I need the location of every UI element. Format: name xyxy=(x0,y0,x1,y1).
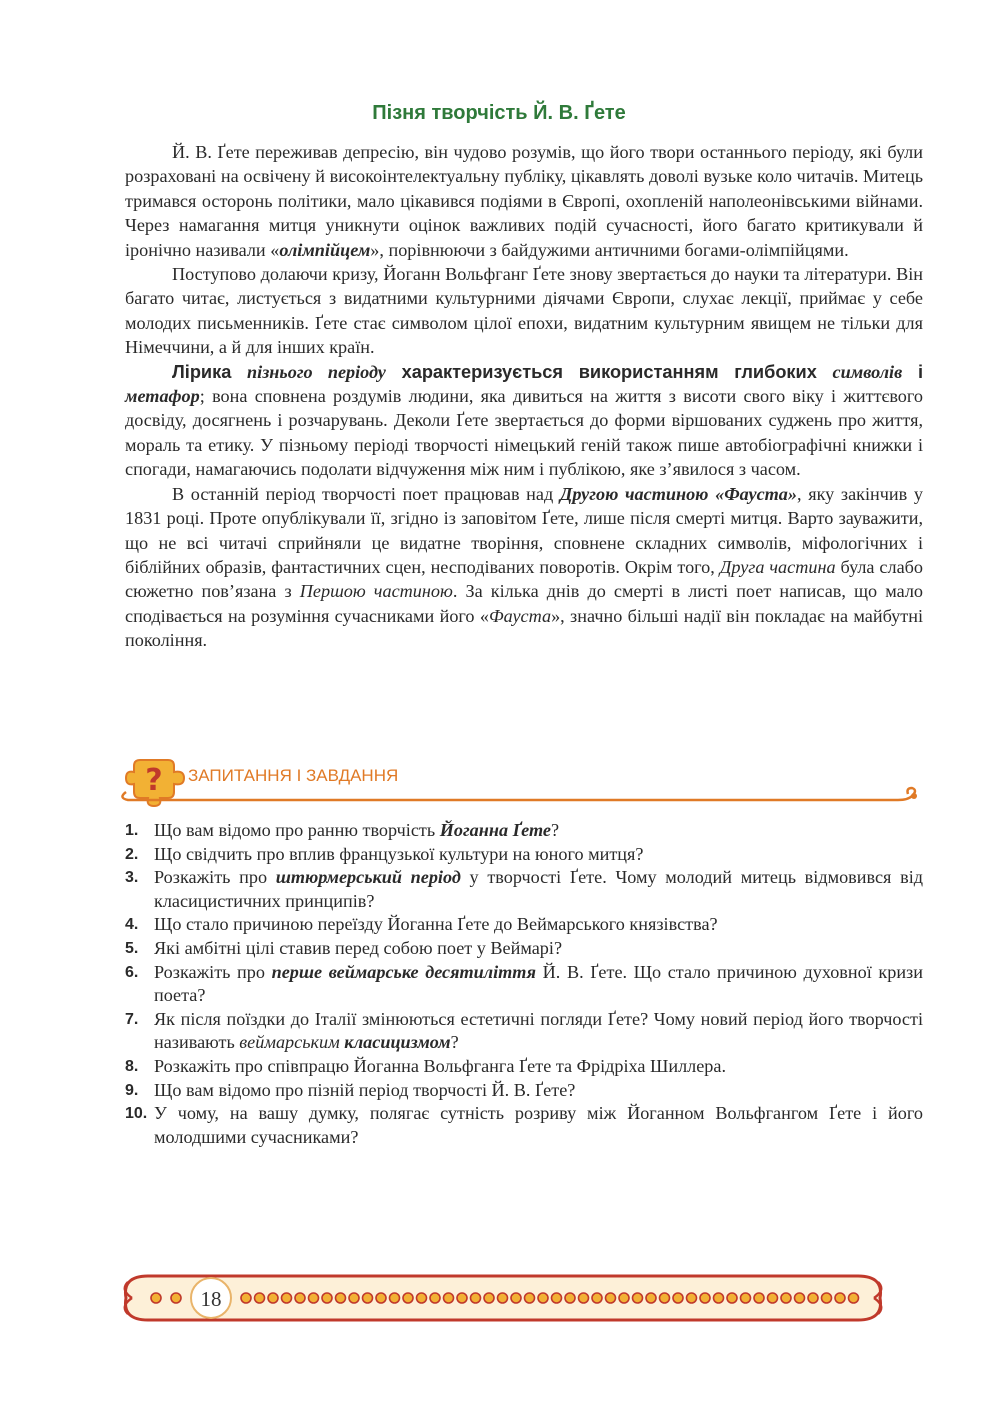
question-number: 8. xyxy=(125,1057,139,1075)
ornament-dot xyxy=(151,1293,161,1303)
question-item xyxy=(125,937,923,961)
ornament-dot xyxy=(795,1293,805,1303)
ornament-dot xyxy=(309,1293,319,1303)
question-item xyxy=(125,866,923,913)
question-text: Що свідчить про вплив французької культури на юного митця? xyxy=(154,843,644,864)
question-item xyxy=(125,1102,923,1149)
paragraph-1 xyxy=(125,140,923,262)
ornament-dot xyxy=(511,1293,521,1303)
ornament-dot xyxy=(552,1293,562,1303)
question-text-end: Й. В. Ґете. Що стало причиною духовної кризи поета? xyxy=(154,961,923,1006)
question-item xyxy=(125,1008,923,1055)
ornament-dot xyxy=(457,1293,467,1303)
ornament-dot xyxy=(849,1293,859,1303)
ornament-dot xyxy=(768,1293,778,1303)
ornament-dot xyxy=(579,1293,589,1303)
ornament-dot xyxy=(835,1293,845,1303)
ornament-dot xyxy=(822,1293,832,1303)
para3-term-symbols: символів xyxy=(832,361,903,382)
question-text: Розкажіть про xyxy=(154,961,272,982)
para4-text-4: . За кілька днів до смерті в листі поет написав, що мало сподівається на розуміння сучасниками його « xyxy=(125,581,923,626)
para3-lead: Лірика xyxy=(172,361,248,382)
ornament-dot xyxy=(390,1293,400,1303)
question-number: 1. xyxy=(125,822,139,839)
question-number: 9. xyxy=(125,1081,139,1099)
para4-ital-3: Фауста xyxy=(488,605,552,626)
section-title: Пізня творчість Й. В. Ґете xyxy=(372,102,626,124)
ornament-dot xyxy=(471,1293,481,1303)
question-number: 10. xyxy=(125,1105,148,1123)
svg-text:?: ? xyxy=(145,763,163,798)
ornament-dot xyxy=(619,1293,629,1303)
ornament-dot xyxy=(754,1293,764,1303)
question-item xyxy=(125,961,923,1008)
question-number: 3. xyxy=(125,869,139,887)
para3-term-metaphors: метафор xyxy=(125,386,200,407)
main-text xyxy=(125,140,923,653)
ornament-dot xyxy=(444,1293,454,1303)
ornament-dot xyxy=(633,1293,643,1303)
para3-conj: і xyxy=(902,361,923,382)
questions-header-title: ЗАПИТАННЯ І ЗАВДАННЯ xyxy=(188,766,399,785)
ornament-dot xyxy=(781,1293,791,1303)
question-text-end: ? xyxy=(550,820,560,840)
question-text: Що стало причиною переїзду Йоганна Ґете до Веймарського князівства? xyxy=(154,914,718,935)
ornament-dot xyxy=(430,1293,440,1303)
question-item xyxy=(125,843,923,867)
paragraph-4 xyxy=(125,482,923,653)
ornament-dot xyxy=(660,1293,670,1303)
ornament-dot xyxy=(241,1293,251,1303)
question-item xyxy=(125,1055,923,1079)
question-item xyxy=(125,1079,923,1103)
ornament-dot xyxy=(255,1293,265,1303)
paragraph-3 xyxy=(125,360,923,482)
question-term: Йоганна Ґете xyxy=(439,820,551,840)
paragraph-2: Поступово долаючи кризу, Йоганн Вольфганг Ґете знову звертається до науки та літератури. Він багато читає, листується з видатними культурними діячами Європи, слухає лекції, приймає у себе молодих письменників. Ґете стає символом цілої епохи, видатним культурним явищем не тільки для Німеччини, а й для інших країн. xyxy=(125,264,923,358)
para4-text-2: , яку закінчив у 1831 році. Проте опублікували її, згідно із заповітом Ґете, лише після смерті митця. Варто зауважити, що не всі читачі сприйняли це видатне творіння, сповнене складних символів, міфологічних і біблійних образів, фантастичних сцен, несподіваних поворотів. Окрім того, xyxy=(125,483,924,577)
para4-ital-2: Першою частиною xyxy=(299,581,453,602)
question-text: Що вам відомо про ранню творчість xyxy=(154,820,440,840)
ornament-dot xyxy=(282,1293,292,1303)
page-number: 18 xyxy=(200,1287,222,1311)
para1-text-end: », порівнюючи з байдужими античними богами-олімпійцями. xyxy=(370,239,849,260)
question-term: перше веймарське десятиліття xyxy=(271,961,537,982)
ornament-dot xyxy=(714,1293,724,1303)
ornament-dot xyxy=(498,1293,508,1303)
para4-ital-1: Друга частина xyxy=(719,556,836,577)
ornament-dot xyxy=(673,1293,683,1303)
ornament-dot xyxy=(171,1293,181,1303)
para1-term: олімпійцем xyxy=(279,239,371,260)
question-number: 4. xyxy=(125,916,139,934)
ornament-dot xyxy=(336,1293,346,1303)
question-number: 2. xyxy=(125,845,139,863)
ornament-dot xyxy=(700,1293,710,1303)
ornament-dot xyxy=(403,1293,413,1303)
ornament-dot xyxy=(322,1293,332,1303)
ornament-dot xyxy=(808,1293,818,1303)
ornament-dot xyxy=(349,1293,359,1303)
question-number: 6. xyxy=(125,963,139,981)
para3-text: ; вона сповнена роздумів людини, яка дивиться на життя з висоти свого віку і життєвого досвіду, досягнень і розчарувань. Деколи Ґете звертається до форми віршованих суджень про життя, мораль та етику. У пізньому періоді творчості німецький геній також пише автобіографічні книжки і спогади, намагаючись подолати відчуження між ним і публікою, яке з’явилося з часом. xyxy=(125,386,923,480)
para3-bold-text: характеризується використанням глибоких xyxy=(385,361,833,382)
question-text-end: у творчості Ґете. Чому молодий митець відмовився від класицистичних принципів? xyxy=(154,867,924,911)
para3-term-period: пізнього періоду xyxy=(247,361,386,382)
question-text-end: ? xyxy=(450,1032,459,1053)
ornament-dot xyxy=(268,1293,278,1303)
ornament-dot xyxy=(525,1293,535,1303)
question-term-italic: веймарським xyxy=(239,1032,340,1053)
ornament-dot xyxy=(741,1293,751,1303)
ornament-dot xyxy=(592,1293,602,1303)
para1-text: Й. В. Ґете переживав депресію, він чудово розумів, що його твори останнього періоду, які були розраховані на освічену й високоінтелектуальну публіку, цікавлять доволі вузьке коло читачів. Митець тримався осторонь політики, мало цікавився подіями в Європі, охопленій наполеонівськими війнами. Через намагання митця уникнути оцінок важливих подій сучасності, його багато критикували й іронічно називали « xyxy=(125,142,923,260)
question-text: Розкажіть про співпрацю Йоганна Вольфганга Ґете та Фрідріха Шиллера. xyxy=(154,1055,727,1076)
question-number: 7. xyxy=(125,1010,139,1028)
question-text: Які амбітні цілі ставив перед собою поет у Веймарі? xyxy=(154,937,563,958)
question-text: Розкажіть про xyxy=(154,867,276,888)
question-term: класицизмом xyxy=(344,1032,451,1053)
ornament-dot xyxy=(646,1293,656,1303)
para4-term-faust2: Другою частиною «Фауста» xyxy=(559,483,797,504)
question-number: 5. xyxy=(125,939,139,957)
question-item xyxy=(125,819,923,843)
ornament-dot xyxy=(376,1293,386,1303)
question-item xyxy=(125,913,923,937)
ornament-dot xyxy=(417,1293,427,1303)
questions-list xyxy=(125,819,923,1149)
ornament-dot xyxy=(687,1293,697,1303)
ornament-dot xyxy=(295,1293,305,1303)
ornament-dot xyxy=(606,1293,616,1303)
ornament-dot xyxy=(727,1293,737,1303)
ornament-dot xyxy=(538,1293,548,1303)
question-text: Що вам відомо про пізній період творчості Й. В. Ґете? xyxy=(154,1079,576,1100)
question-term: штюрмерський період xyxy=(275,867,461,888)
para4-text-5: », значно більші надії він покладає на майбутні покоління. xyxy=(125,605,924,651)
para4-text-3: була слабо сюжетно пов’язана з xyxy=(125,556,924,602)
question-text: Як після поїздки до Італії змінюються естетичні погляди Ґете? Чому новий період його творчості називають xyxy=(154,1008,923,1053)
ornament-dot xyxy=(363,1293,373,1303)
para4-text: В останній період творчості поет працював над xyxy=(172,483,560,504)
question-text: У чому, на вашу думку, полягає сутність розриву між Йоганном Вольфгангом Ґете і його молодшими сучасниками? xyxy=(154,1103,923,1147)
ornament-dot xyxy=(484,1293,494,1303)
ornament-dot xyxy=(565,1293,575,1303)
